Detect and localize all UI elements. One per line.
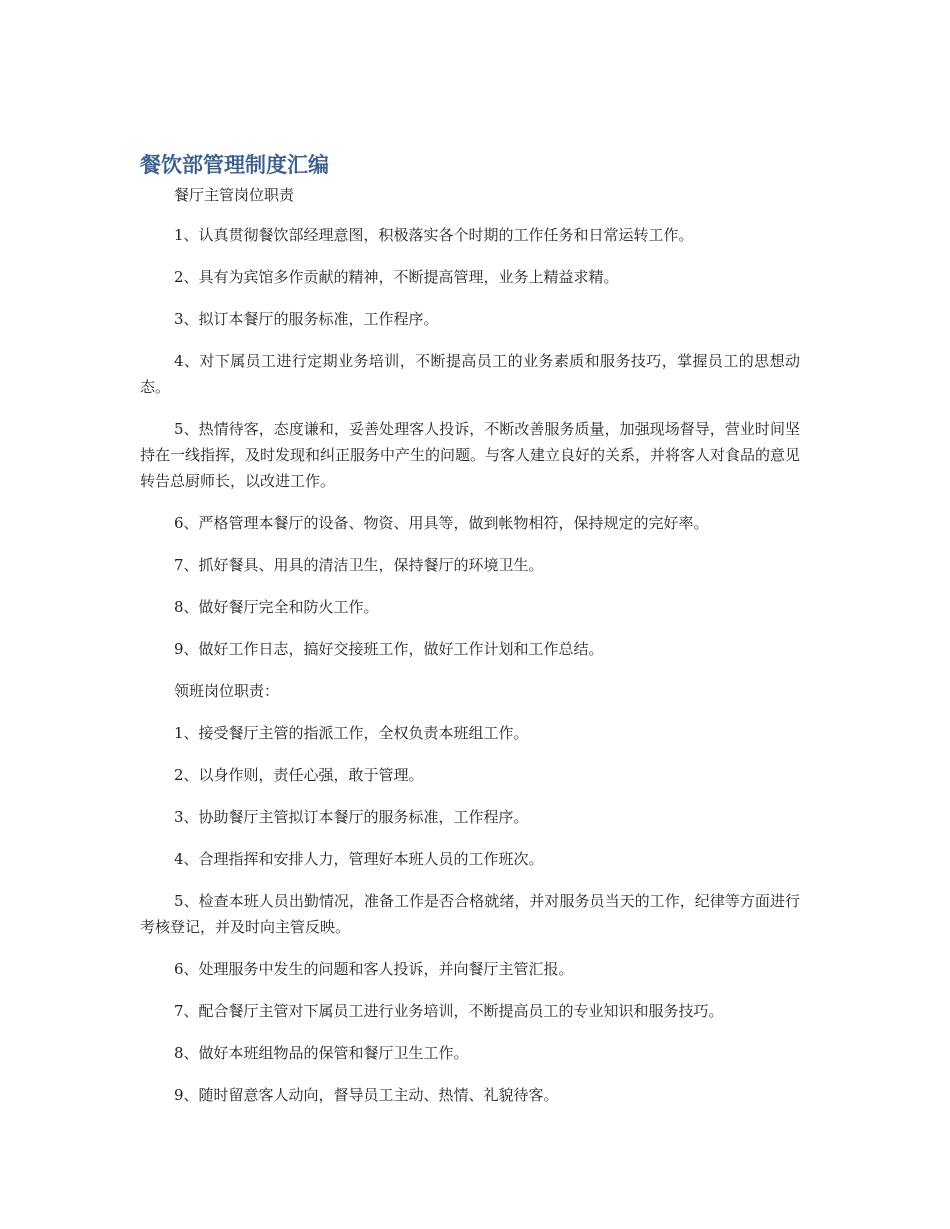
list-item: 7、配合餐厅主管对下属员工进行业务培训，不断提高员工的专业知识和服务技巧。 bbox=[174, 1002, 724, 1020]
list-item: 4、对下属员工进行定期业务培训，不断提高员工的业务素质和服务技巧，掌握员工的思想动态。 bbox=[140, 352, 800, 396]
list-item: 5、检查本班人员出勤情况，准备工作是否合格就绪，并对服务员当天的工作，纪律等方面进行考核登记，并及时向主管反映。 bbox=[140, 892, 800, 936]
list-item: 9、随时留意客人动向，督导员工主动、热情、礼貌待客。 bbox=[174, 1086, 559, 1104]
list-item: 5、热情待客，态度谦和，妥善处理客人投诉，不断改善服务质量，加强现场督导，营业时间坚持在一线指挥，及时发现和纠正服务中产生的问题。与客人建立良好的关系，并将客人对食品的意见转告总厨师长，以改进工作。 bbox=[140, 420, 801, 490]
list-item: 2、以身作则，责任心强，敢于管理。 bbox=[174, 766, 424, 784]
list-item: 7、抓好餐具、用具的清洁卫生，保持餐厅的环境卫生。 bbox=[174, 556, 544, 574]
section-supervisor bbox=[140, 182, 800, 662]
list-item: 4、合理指挥和安排人力，管理好本班人员的工作班次。 bbox=[174, 850, 544, 868]
list-item: 3、协助餐厅主管拟订本餐厅的服务标准，工作程序。 bbox=[174, 808, 529, 826]
document-page bbox=[140, 150, 800, 1124]
list-item: 1、认真贯彻餐饮部经理意图，积极落实各个时期的工作任务和日常运转工作。 bbox=[174, 226, 694, 244]
list-item: 8、做好餐厅完全和防火工作。 bbox=[174, 598, 379, 616]
list-item: 1、接受餐厅主管的指派工作，全权负责本班组工作。 bbox=[174, 724, 529, 742]
list-item: 6、严格管理本餐厅的设备、物资、用具等，做到帐物相符，保持规定的完好率。 bbox=[174, 514, 709, 532]
list-item: 9、做好工作日志，搞好交接班工作，做好工作计划和工作总结。 bbox=[174, 640, 604, 658]
section-team-leader bbox=[140, 678, 800, 1108]
document-title: 餐饮部管理制度汇编 bbox=[140, 153, 329, 177]
section-heading: 领班岗位职责： bbox=[174, 682, 280, 700]
list-item: 8、做好本班组物品的保管和餐厅卫生工作。 bbox=[174, 1044, 469, 1062]
list-item: 2、具有为宾馆多作贡献的精神，不断提高管理，业务上精益求精。 bbox=[174, 268, 619, 286]
list-item: 3、拟订本餐厅的服务标准，工作程序。 bbox=[174, 310, 439, 328]
section-heading: 餐厅主管岗位职责 bbox=[174, 186, 295, 204]
list-item: 6、处理服务中发生的问题和客人投诉，并向餐厅主管汇报。 bbox=[174, 960, 574, 978]
